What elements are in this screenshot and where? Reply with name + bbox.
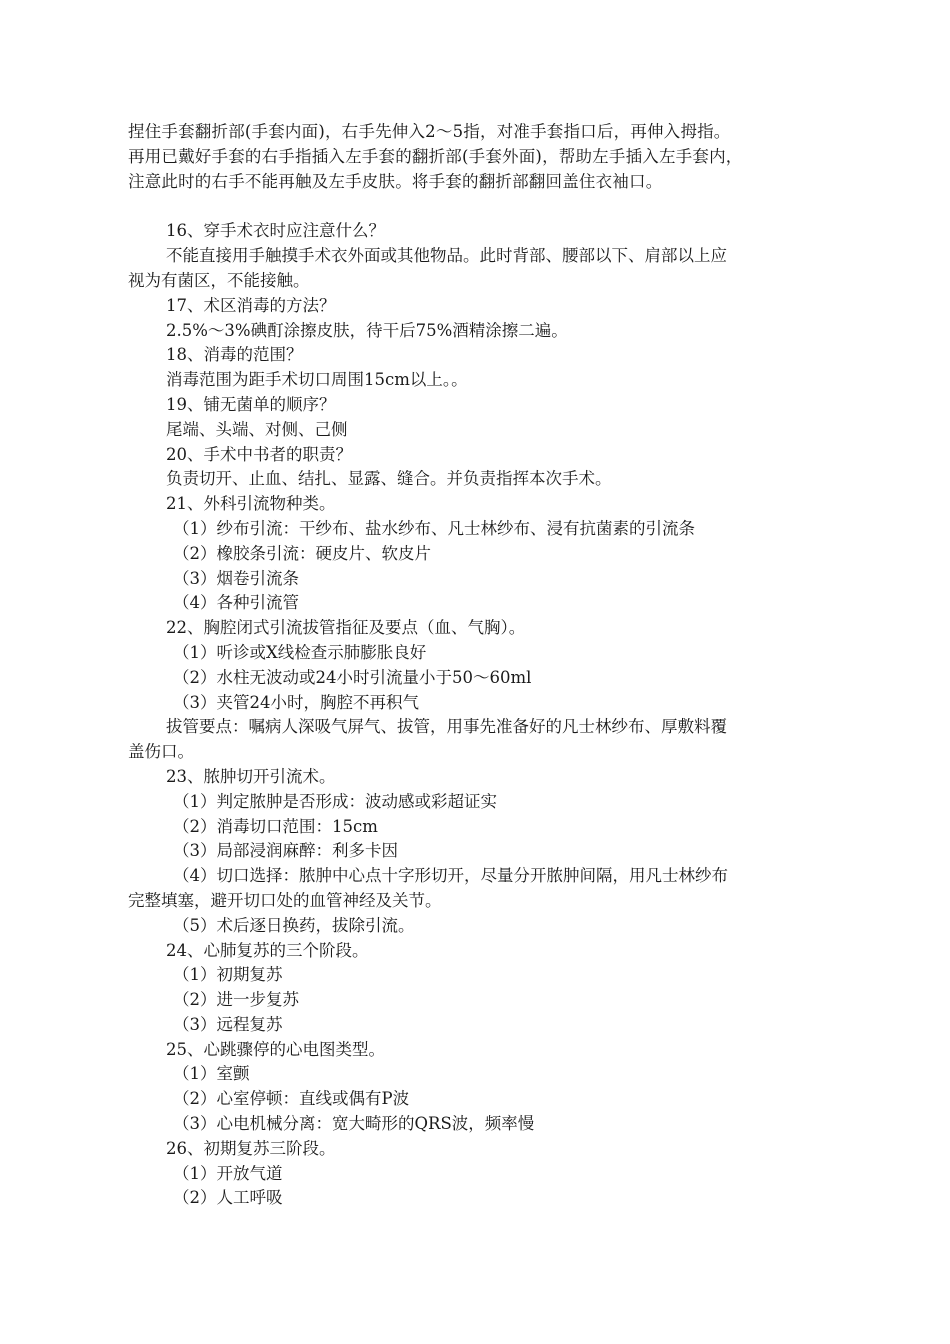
answer-line: （3）烟卷引流条 <box>173 568 299 588</box>
answer-line: （1）听诊或X线检查示肺膨胀良好 <box>173 642 427 662</box>
question-line: 16、穿手术衣时应注意什么？ <box>166 221 385 241</box>
question-line: 18、消毒的范围？ <box>166 345 303 365</box>
question-line: 17、术区消毒的方法？ <box>166 295 336 315</box>
answer-line: （1）纱布引流：干纱布、盐水纱布、凡士林纱布、浸有抗菌素的引流条 <box>173 518 695 538</box>
question-line: 23、脓肿切开引流术。 <box>166 766 336 786</box>
answer-line: （5）术后逐日换药，拔除引流。 <box>173 915 415 935</box>
answer-line: 不能直接用手触摸手术衣外面或其他物品。此时背部、腰部以下、肩部以上应 <box>166 246 727 266</box>
answer-line: （3）夹管24小时，胸腔不再积气 <box>173 692 419 712</box>
answer-line: （1）开放气道 <box>173 1163 283 1183</box>
qa-list <box>128 219 838 1211</box>
answer-line: 盖伤口。 <box>128 742 194 762</box>
intro-paragraph <box>128 120 838 194</box>
answer-line: （3）局部浸润麻醉：利多卡因 <box>173 841 398 861</box>
answer-line: 负责切开、止血、结扎、显露、缝合。并负责指挥本次手术。 <box>166 469 612 489</box>
answer-line: （3）心电机械分离：宽大畸形的QRS波，频率慢 <box>173 1114 535 1134</box>
question-line: 21、外科引流物种类。 <box>166 494 336 514</box>
answer-line: （2）水柱无波动或24小时引流量小于50～60ml <box>173 667 532 687</box>
question-line: 19、铺无菌单的顺序？ <box>166 394 336 414</box>
answer-line: （2）消毒切口范围：15cm <box>173 816 378 836</box>
answer-line: （2）心室停顿：直线或偶有P波 <box>173 1089 410 1109</box>
question-line: 22、胸腔闭式引流拔管指征及要点（血、气胸）。 <box>166 618 526 638</box>
document-body <box>128 120 838 1211</box>
answer-line: （1）室颤 <box>173 1064 250 1084</box>
answer-line: 2.5%～3%碘酊涂擦皮肤，待干后75%酒精涂擦二遍。 <box>166 320 568 340</box>
answer-line: （1）初期复苏 <box>173 965 283 985</box>
answer-line: 消毒范围为距手术切口周围15cm以上。。 <box>166 370 468 390</box>
answer-line: （2）人工呼吸 <box>173 1188 283 1208</box>
answer-line: （4）各种引流管 <box>173 593 299 613</box>
answer-line: （4）切口选择：脓肿中心点十字形切开，尽量分开脓肿间隔，用凡士林纱布 <box>173 866 728 886</box>
answer-line: 视为有菌区，不能接触。 <box>128 270 310 290</box>
question-line: 26、初期复苏三阶段。 <box>166 1138 336 1158</box>
intro-line: 再用已戴好手套的右手指插入左手套的翻折部(手套外面)，帮助左手插入左手套内， <box>128 146 743 166</box>
question-line: 20、手术中书者的职责？ <box>166 444 352 464</box>
answer-line: （2）进一步复苏 <box>173 990 299 1010</box>
paragraph-gap <box>128 194 838 219</box>
intro-line: 捏住手套翻折部(手套内面)，右手先伸入2～5指，对准手套指口后，再伸入拇指。 <box>128 122 731 141</box>
answer-line: 拔管要点：嘱病人深吸气屏气、拔管，用事先准备好的凡士林纱布、厚敷料覆 <box>166 717 727 737</box>
intro-line: 注意此时的右手不能再触及左手皮肤。将手套的翻折部翻回盖住衣袖口。 <box>128 171 663 191</box>
question-line: 25、心跳骤停的心电图类型。 <box>166 1039 385 1059</box>
question-line: 24、心肺复苏的三个阶段。 <box>166 940 369 960</box>
answer-line: 完整填塞，避开切口处的血管神经及关节。 <box>128 890 442 910</box>
answer-line: （3）远程复苏 <box>173 1014 283 1034</box>
answer-line: （1）判定脓肿是否形成：波动感或彩超证实 <box>173 791 497 811</box>
answer-line: （2）橡胶条引流：硬皮片、软皮片 <box>173 543 431 563</box>
answer-line: 尾端、头端、对侧、己侧 <box>166 419 348 439</box>
